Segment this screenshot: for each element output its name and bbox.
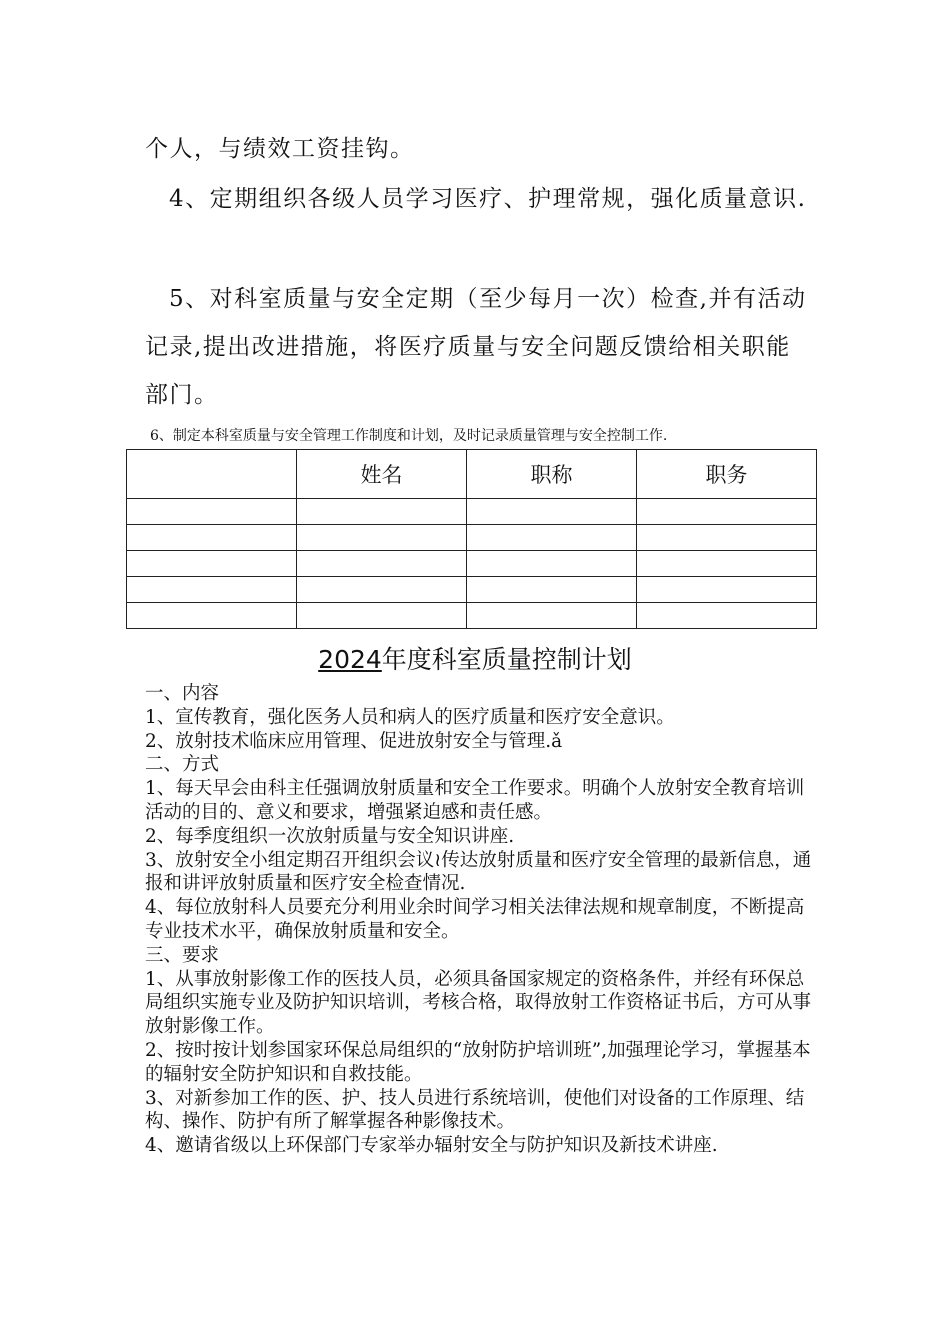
intro-line: 个人，与绩效工资挂钩。	[145, 136, 415, 162]
table-cell	[467, 499, 637, 525]
plan-title-text: 年度科室质量控制计划	[381, 645, 632, 674]
table-cell	[297, 577, 467, 603]
table-cell	[637, 551, 817, 577]
table-cell	[637, 603, 817, 629]
item-4-paragraph	[145, 175, 815, 223]
table-cell	[297, 603, 467, 629]
intro-paragraph	[145, 125, 815, 173]
table-cell	[127, 577, 297, 603]
plan-line: 3、对新参加工作的医、护、技人员进行系统培训，使他们对设备的工作原理、结构、操作、防护有所了解掌握各种影像技术。	[145, 1087, 805, 1133]
plan-line: 1、宣传教育，强化医务人员和病人的医疗质量和医疗安全意识。	[145, 706, 675, 728]
table-cell	[127, 499, 297, 525]
table-row	[127, 499, 817, 525]
plan-title-year: 2024	[318, 645, 382, 674]
item-5-paragraph	[145, 275, 815, 419]
table-cell	[127, 603, 297, 629]
roster-table	[126, 449, 817, 629]
plan-line: 2、放射技术临床应用管理、促进放射安全与管理.ǎ	[145, 730, 563, 752]
table-cell	[127, 525, 297, 551]
plan-heading-method: 二、方式	[145, 754, 220, 776]
item-6-text: 6、制定本科室质量与安全管理工作制度和计划，及时记录质量管理与安全控制工作.	[150, 428, 668, 444]
table-cell	[467, 525, 637, 551]
table-cell	[297, 525, 467, 551]
table-row	[127, 525, 817, 551]
table-cell	[297, 499, 467, 525]
item-5-text: 5、对科室质量与安全定期（至少每月一次）检查,并有活动记录,提出改进措施，将医疗质量与安全问题反馈给相关职能部门。	[145, 286, 807, 408]
table-cell	[637, 499, 817, 525]
table-cell	[467, 577, 637, 603]
table-cell	[467, 603, 637, 629]
plan-heading-requirements: 三、要求	[145, 944, 220, 966]
header-cell-name: 姓名	[297, 450, 467, 499]
item-4-text: 4、定期组织各级人员学习医疗、护理常规，强化质量意识.	[169, 186, 807, 212]
header-cell-blank	[127, 450, 297, 499]
header-cell-position: 职务	[637, 450, 817, 499]
plan-line: 4、邀请省级以上环保部门专家举办辐射安全与防护知识及新技术讲座.	[145, 1135, 718, 1157]
table-cell	[467, 551, 637, 577]
table-cell	[127, 551, 297, 577]
table-cell	[637, 525, 817, 551]
table-cell	[297, 551, 467, 577]
plan-line: 1、每天早会由科主任强调放射质量和安全工作要求。明确个人放射安全教育培训活动的目的、意义和要求，增强紧迫感和责任感。	[145, 778, 805, 823]
plan-heading-content: 一、内容	[145, 683, 220, 704]
table-row	[127, 577, 817, 603]
plan-line: 3、放射安全小组定期召开组织会议≀传达放射质量和医疗安全管理的最新信息，通报和讲评放射质量和医疗安全检查情况.	[145, 849, 812, 895]
plan-line: 1、从事放射影像工作的医技人员，必须具备国家规定的资格条件，并经有环保总局组织实施专业及防护知识培训，考核合格，取得放射工作资格证书后，方可从事放射影像工作。	[145, 968, 812, 1038]
header-cell-title: 职称	[467, 450, 637, 499]
table-row	[127, 603, 817, 629]
plan-body	[145, 682, 813, 1158]
plan-line: 4、每位放射科人员要充分利用业余时间学习相关法律法规和规章制度，不断提高专业技术水平，确保放射质量和安全。	[145, 897, 805, 942]
table-cell	[637, 577, 817, 603]
table-header-row	[127, 450, 817, 499]
plan-line: 2、按时按计划参国家环保总局组织的“放射防护培训班”,加强理论学习，掌握基本的辐射安全防护知识和自救技能。	[145, 1039, 811, 1085]
plan-title	[0, 640, 950, 676]
plan-line: 2、每季度组织一次放射质量与安全知识讲座.	[145, 825, 515, 847]
table-row	[127, 551, 817, 577]
